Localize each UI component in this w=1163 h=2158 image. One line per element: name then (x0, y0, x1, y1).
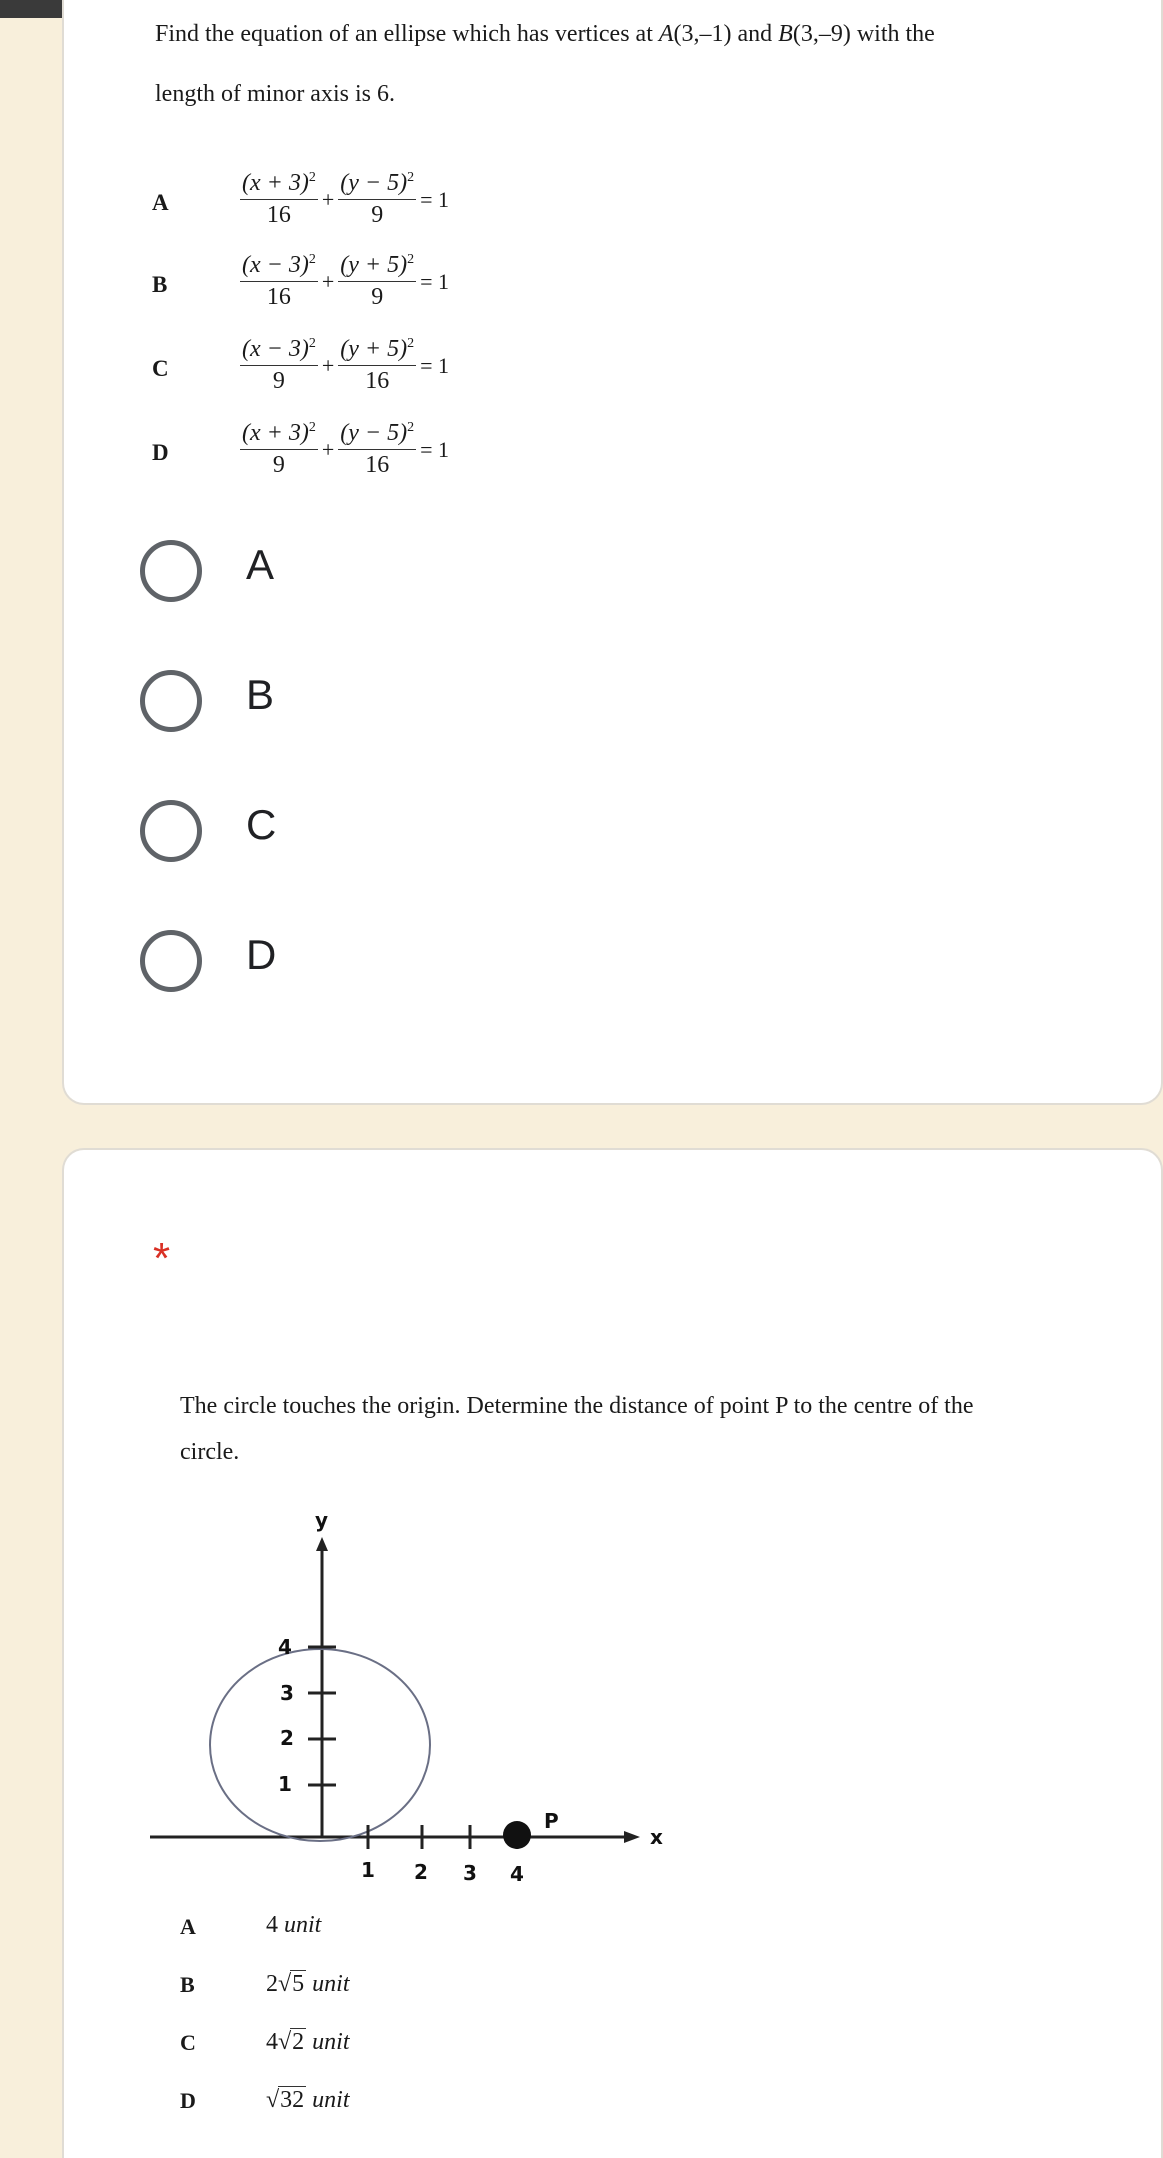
radio-choice-b[interactable] (140, 670, 204, 734)
radio-choice-a[interactable] (140, 540, 204, 604)
answer-option-d: D √32 unit (180, 2087, 350, 2113)
radio-label-b[interactable]: B (246, 671, 275, 718)
radio-choice-c[interactable] (140, 800, 204, 864)
radio-circle[interactable] (140, 670, 202, 732)
equation-option-a: A $\frac{(x + 3)^2}{16}$ + $\frac{(y - 5)^2}{9}$ = 1 (152, 170, 450, 228)
circle-shape (210, 1649, 430, 1841)
y-axis-arrow-icon (316, 1537, 328, 1551)
y-axis-label: y (315, 1508, 329, 1532)
y-tick-label-3: 3 (280, 1681, 294, 1705)
question-card-1 (62, 0, 1163, 1105)
x-tick-label-1: 1 (361, 1858, 375, 1882)
equation-option-c: C $\frac{(x - 3)^2}{9}$ + $\frac{(y + 5)^2}{16}$ = 1 (152, 336, 450, 394)
radio-label-d[interactable]: D (246, 931, 277, 978)
y-tick-label-1: 1 (278, 1772, 292, 1796)
question-1-text-line-1: Find the equation of an ellipse which has vertices at A(3,–1) and B(3,–9) with the (155, 21, 935, 47)
x-axis-arrow-icon (624, 1831, 640, 1843)
question-2-text-line-2: circle. (180, 1439, 240, 1465)
equation-option-d: D $\frac{(x + 3)^2}{9}$ + $\frac{(y - 5)^2}{16}$ = 1 (152, 420, 450, 478)
answer-option-c: C 4√2 unit (180, 2029, 350, 2055)
point-p (503, 1821, 531, 1849)
question-2-text-line-1: The circle touches the origin. Determine the distance of point P to the centre of the (180, 1393, 974, 1419)
point-p-label: P (544, 1809, 559, 1833)
circle-graph (150, 1495, 690, 1895)
y-tick-label-4: 4 (278, 1635, 292, 1659)
radio-label-a[interactable]: A (246, 541, 275, 588)
radio-circle[interactable] (140, 540, 202, 602)
y-tick-label-2: 2 (280, 1726, 294, 1750)
x-tick-label-3: 3 (463, 1861, 477, 1885)
x-tick-label-4: 4 (510, 1862, 524, 1886)
radio-circle[interactable] (140, 800, 202, 862)
equation-option-b: B $\frac{(x - 3)^2}{16}$ + $\frac{(y + 5)^2}{9}$ = 1 (152, 252, 450, 310)
question-1-text-line-2: length of minor axis is 6. (155, 81, 395, 107)
answer-option-b: B 2√5 unit (180, 1971, 350, 1997)
x-axis-label: x (650, 1825, 663, 1849)
required-star: * (153, 1234, 171, 1283)
radio-circle[interactable] (140, 930, 202, 992)
answer-option-a: A 4 unit (180, 1912, 322, 1939)
radio-label-c[interactable]: C (246, 801, 277, 848)
x-tick-label-2: 2 (414, 1860, 428, 1884)
radio-choice-d[interactable] (140, 930, 204, 994)
